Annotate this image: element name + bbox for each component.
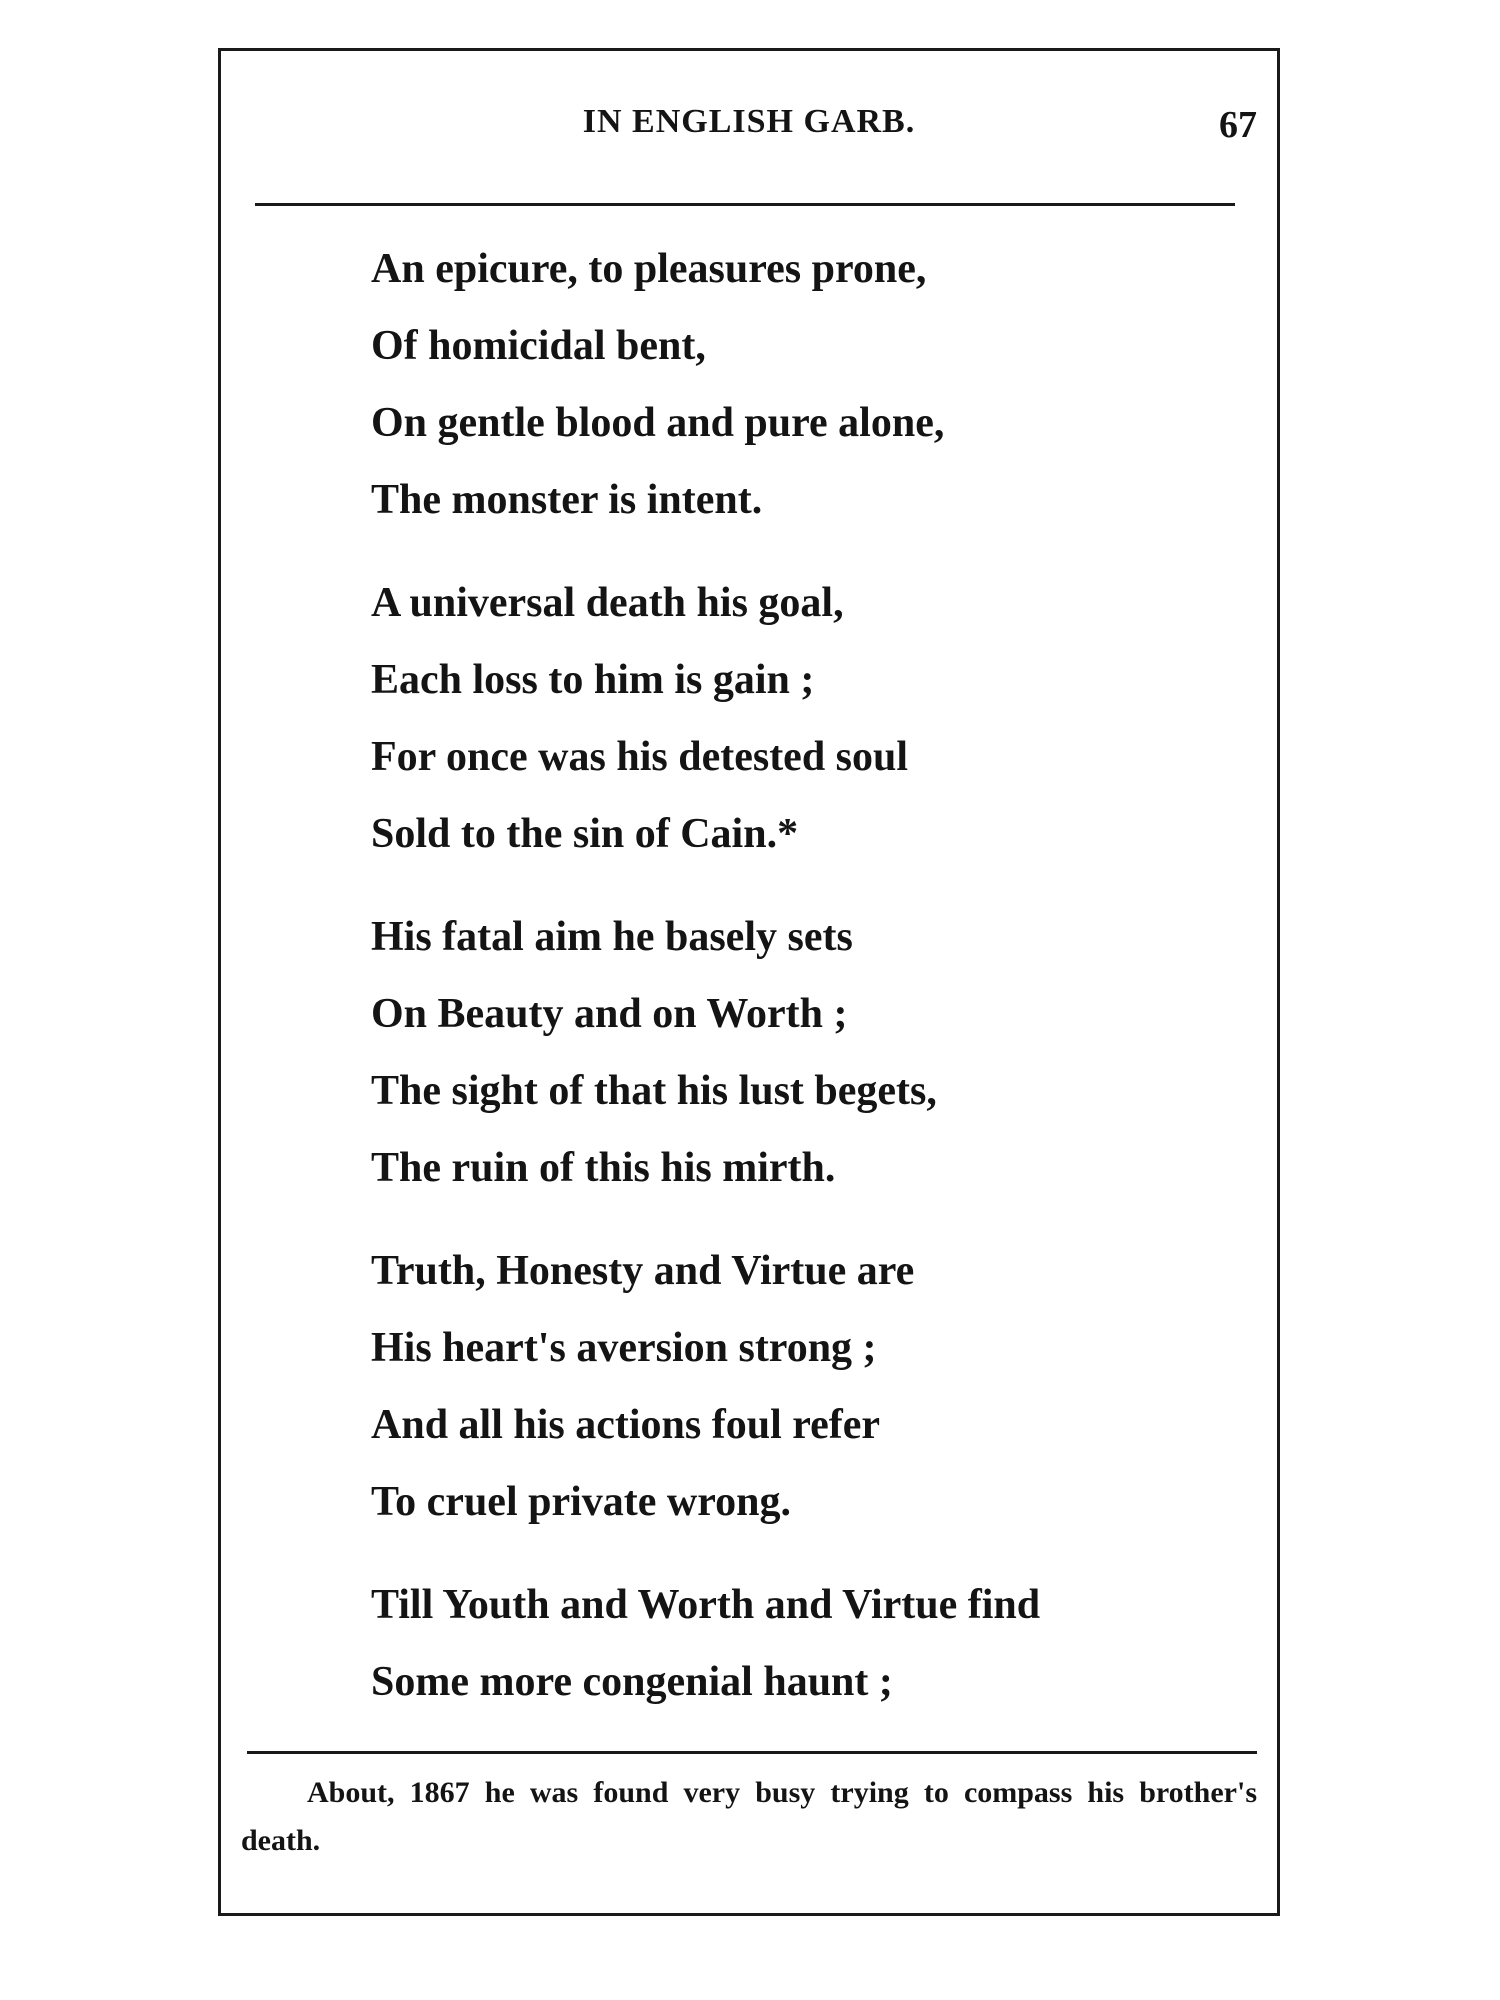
poem-line: Truth, Honesty and Virtue are	[371, 1248, 915, 1294]
poem-line: An epicure, to pleasures prone,	[371, 246, 927, 292]
stanza-2	[371, 565, 1231, 873]
poem-line: Of homicidal bent,	[371, 323, 706, 369]
page-header	[221, 103, 1277, 153]
poem	[371, 231, 1231, 1747]
poem-line: Some more congenial haunt ;	[371, 1659, 893, 1705]
footnote-rule	[247, 1751, 1257, 1754]
footnote: About, 1867 he was found very busy trying to compass his brother's death.	[241, 1776, 1257, 1857]
poem-line: A universal death his goal,	[371, 580, 844, 626]
stanza-4	[371, 1233, 1231, 1541]
stanza-1	[371, 231, 1231, 539]
poem-line: To cruel private wrong.	[371, 1479, 791, 1525]
poem-line: Sold to the sin of Cain.*	[371, 811, 799, 857]
poem-line: On gentle blood and pure alone,	[371, 400, 945, 446]
stanza-3	[371, 899, 1231, 1207]
poem-line: His fatal aim he basely sets	[371, 914, 853, 960]
poem-line: Each loss to him is gain ;	[371, 657, 815, 703]
stanza-5	[371, 1567, 1231, 1721]
page-number: 67	[1219, 104, 1257, 146]
header-rule	[255, 203, 1235, 206]
poem-line: The monster is intent.	[371, 477, 763, 523]
poem-line: The sight of that his lust begets,	[371, 1068, 937, 1114]
poem-line: The ruin of this his mirth.	[371, 1145, 836, 1191]
poem-line: For once was his detested soul	[371, 734, 909, 780]
poem-line: Till Youth and Worth and Virtue find	[371, 1582, 1041, 1628]
poem-line: On Beauty and on Worth ;	[371, 991, 848, 1037]
poem-line: His heart's aversion strong ;	[371, 1325, 877, 1371]
running-title: IN ENGLISH GARB.	[582, 103, 916, 140]
page-frame	[218, 48, 1280, 1916]
poem-line: And all his actions foul refer	[371, 1402, 881, 1448]
